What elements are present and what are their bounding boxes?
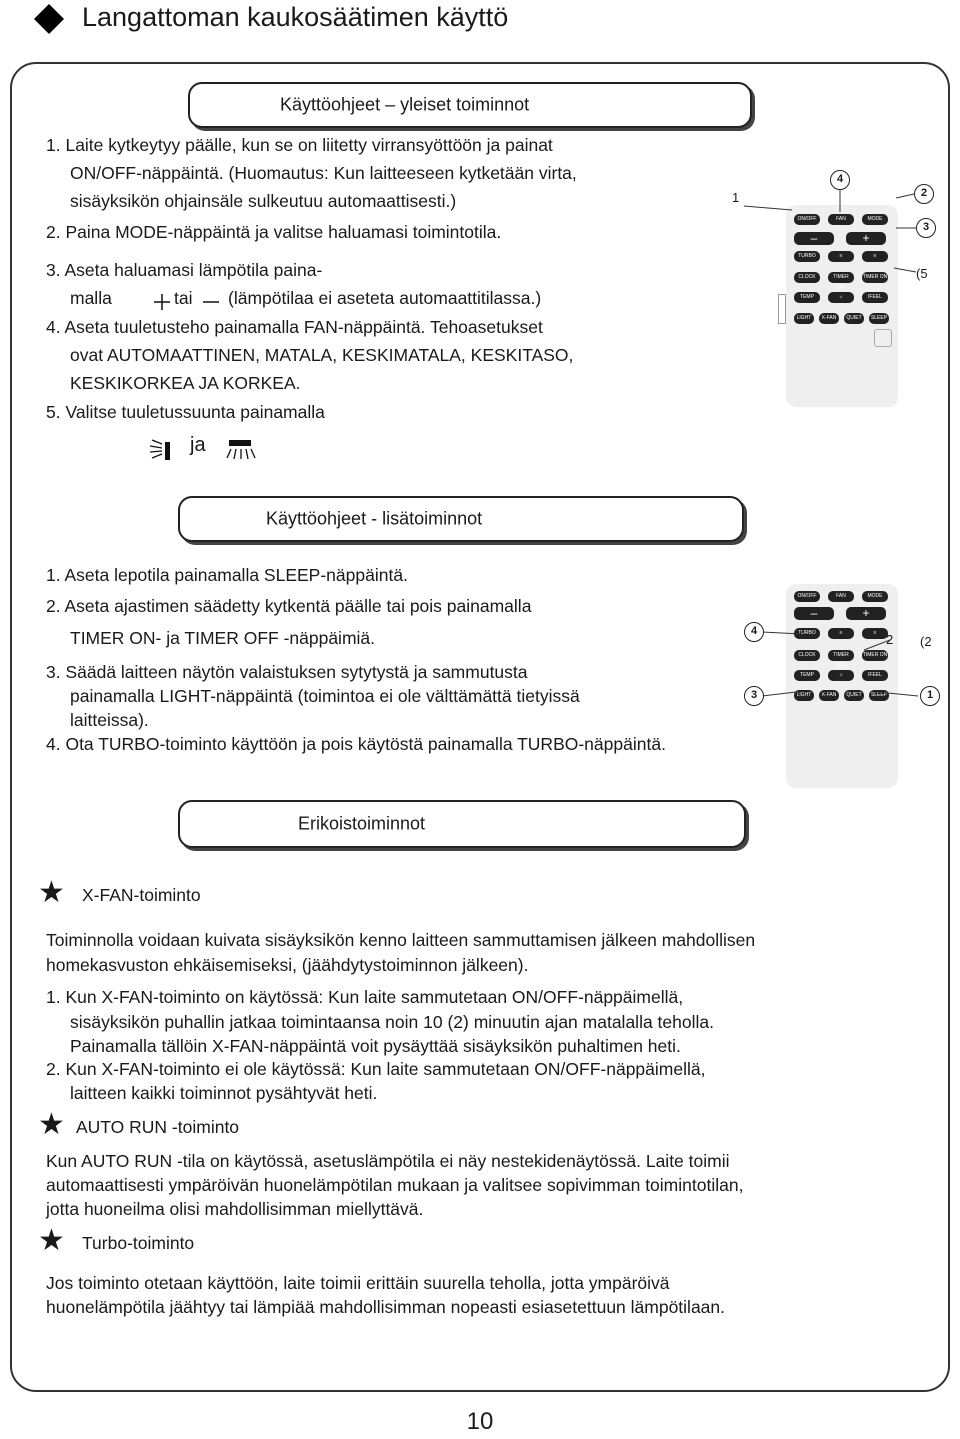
xfan-line-1: Toiminnolla voidaan kuivata sisäyksikön kenno laitteen sammuttamisen jälkeen mahdollisen — [46, 930, 756, 950]
remote2-sleep-button: SLEEP — [869, 690, 889, 701]
general-line-9: 4. Aseta tuuletusteho painamalla FAN-näppäintä. Tehoasetukset — [46, 317, 543, 337]
turbo-title: Turbo-toiminto — [82, 1233, 195, 1253]
remote1-callout-4: 4 — [830, 170, 850, 190]
remote1-minus-button: – — [794, 232, 834, 245]
remote1-fan-button: FAN — [828, 214, 854, 225]
autorun-line-1: Kun AUTO RUN -tila on käytössä, asetuslämpötila ei näy nestekidenäytössä. Laite toimii — [46, 1151, 730, 1171]
special-heading-box — [178, 800, 746, 848]
general-line-4: 2. Paina MODE-näppäintä ja valitse haluamasi toimintotila. — [46, 222, 502, 242]
general-line-3: sisäyksikön ohjainsäle sulkeutuu automaattisesti.) — [70, 191, 457, 211]
remote1-quiet-button: QUIET — [844, 313, 864, 324]
plus-icon — [152, 292, 172, 312]
remote1-xfan-button: X-FAN — [819, 313, 839, 324]
remote2-leader-lines — [740, 620, 940, 710]
autorun-title: AUTO RUN -toiminto — [76, 1117, 240, 1137]
remote2-onoff-button: ON/OFF — [794, 591, 820, 602]
vertical-swing-icon — [148, 436, 174, 464]
remote2-mode-button: MODE — [862, 591, 888, 602]
general-line-2: ON/OFF-näppäintä. (Huomautus: Kun laitteeseen kytketään virta, — [70, 163, 577, 183]
extra-line-4: 3. Säädä laitteen näytön valaistuksen sytytystä ja sammutusta — [46, 662, 528, 682]
autorun-line-3: jotta huoneilma olisi mahdollisimman miellyttävä. — [46, 1199, 424, 1219]
extra-line-2: 2. Aseta ajastimen säädetty kytkentä päälle tai pois painamalla — [46, 596, 532, 616]
remote1-light-button: LIGHT — [794, 313, 814, 324]
remote2-timer-off-button: TIMER OFF — [828, 650, 854, 661]
special-heading: Erikoistoiminnot — [298, 813, 426, 834]
remote1-callout-3: 3 — [916, 218, 936, 238]
remote1-side-clip — [778, 294, 786, 324]
extra-heading: Käyttöohjeet - lisätoiminnot — [266, 508, 483, 529]
diamond-icon — [34, 4, 64, 34]
remote2-temp-button: TEMP — [794, 670, 820, 681]
remote1-timer-on-button: TIMER ON — [862, 272, 888, 283]
extra-line-6: laitteissa). — [70, 710, 149, 730]
remote1-callout-2: 2 — [914, 184, 934, 204]
xfan-line-2: homekasvuston ehkäisemiseksi, (jäähdytystoiminnon jälkeen). — [46, 955, 529, 975]
remote2-turbo-button: TURBO — [794, 628, 820, 639]
xfan-line-5: Painamalla tällöin X-FAN-näppäintä voit pysäyttää sisäyksikön puhaltimen heti. — [70, 1036, 681, 1056]
remote2-light-button: LIGHT — [794, 690, 814, 701]
remote2-timer-on-button: TIMER ON — [862, 650, 888, 661]
remote2-xfan-button: X-FAN — [819, 690, 839, 701]
remote1-clock-button: CLOCK — [794, 272, 820, 283]
remote2-quiet-button: QUIET — [844, 690, 864, 701]
remote1-sleep-button: SLEEP — [869, 313, 889, 324]
remote1-turbo-button: TURBO — [794, 251, 820, 262]
remote1-swing-h-button: ≡ — [828, 251, 854, 262]
remote2-callout-1: 1 — [920, 686, 940, 706]
remote2-plus-button: + — [846, 607, 886, 620]
general-line-13: ja — [190, 434, 206, 456]
extra-line-7: 4. Ota TURBO-toiminto käyttöön ja pois käytöstä painamalla TURBO-näppäintä. — [46, 734, 666, 754]
general-line-5: 3. Aseta haluamasi lämpötila paina- — [46, 260, 323, 280]
remote1-callout-5: (5 — [916, 266, 928, 281]
remote1-mode-button: MODE — [862, 214, 888, 225]
remote1-onoff-button: ON/OFF — [794, 214, 820, 225]
general-heading-box — [188, 82, 752, 128]
general-line-1: 1. Laite kytkeytyy päälle, kun se on liitetty virransyöttöön ja painat — [46, 135, 553, 155]
remote1-timer-off-button: TIMER OFF — [828, 272, 854, 283]
remote1-health-button: ☼ — [828, 292, 854, 303]
remote1-temp-button: TEMP — [794, 292, 820, 303]
remote1-ifeel-button: IFEEL — [862, 292, 888, 303]
extra-line-1: 1. Aseta lepotila painamalla SLEEP-näppäintä. — [46, 565, 408, 585]
remote2-ifeel-button: IFEEL — [862, 670, 888, 681]
general-heading: Käyttöohjeet – yleiset toiminnot — [280, 94, 530, 115]
turbo-line-1: Jos toiminto otetaan käyttöön, laite toimii erittäin suurella teholla, jotta ympäröivä — [46, 1273, 670, 1293]
autorun-line-2: automaattisesti ympäröivän huonelämpötilan mukaan ja valitsee sopivimman toimintotilan, — [46, 1175, 744, 1195]
page-title: Langattoman kaukosäätimen käyttö — [82, 2, 509, 32]
remote2-callout-3: 3 — [744, 686, 764, 706]
xfan-line-7: laitteen kaikki toiminnot pysähtyvät heti. — [70, 1083, 378, 1103]
extra-heading-box — [178, 496, 744, 542]
star-icon: ★ — [38, 1108, 65, 1141]
extra-line-3: TIMER ON- ja TIMER OFF -näppäimiä. — [70, 628, 376, 648]
xfan-line-4: sisäyksikön puhallin jatkaa toimintaansa noin 10 (2) minuutin ajan matalalla teholla. — [70, 1012, 714, 1032]
remote1-callout-1: 1 — [732, 190, 740, 205]
horizontal-swing-icon — [226, 438, 256, 462]
turbo-line-2: huonelämpötila jäähtyy tai lämpiää mahdollisimman nopeasti esiasetettuun lämpötilaan. — [46, 1297, 726, 1317]
extra-line-5: painamalla LIGHT-näppäintä (toimintoa ei ole välttämättä tietyissä — [70, 686, 580, 706]
remote2-callout-2: 2 — [886, 632, 894, 647]
remote2-minus-button: – — [794, 607, 834, 620]
remote2-swing-v-button: ≡ — [862, 628, 888, 639]
remote1-plus-button: + — [846, 232, 886, 245]
page-number: 10 — [466, 1408, 494, 1435]
remote2-health-button: ☼ — [828, 670, 854, 681]
minus-icon — [202, 300, 220, 304]
xfan-line-3: 1. Kun X-FAN-toiminto on käytössä: Kun laite sammutetaan ON/OFF-näppäimellä, — [46, 987, 684, 1007]
remote2-callout-2b: (2 — [920, 634, 932, 649]
general-line-6: malla — [70, 288, 112, 308]
star-icon: ★ — [38, 876, 65, 909]
remote2-swing-h-button: ≡ — [828, 628, 854, 639]
general-line-10: ovat AUTOMAATTINEN, MATALA, KESKIMATALA, KESKITASO, — [70, 345, 574, 365]
star-icon: ★ — [38, 1224, 65, 1257]
remote1-swing-v-button: ≡ — [862, 251, 888, 262]
general-line-8: (lämpötilaa ei aseteta automaattitilassa.) — [228, 288, 542, 308]
general-line-7: tai — [174, 288, 193, 308]
remote1-leader-lines — [730, 180, 930, 290]
xfan-line-6: 2. Kun X-FAN-toiminto ei ole käytössä: Kun laite sammutetaan ON/OFF-näppäimellä, — [46, 1059, 706, 1079]
general-line-12: 5. Valitse tuuletussuunta painamalla — [46, 402, 325, 422]
xfan-title: X-FAN-toiminto — [82, 885, 201, 905]
remote2-callout-4: 4 — [744, 622, 764, 642]
remote1-cover-latch — [874, 329, 892, 347]
remote2-fan-button: FAN — [828, 591, 854, 602]
general-line-11: KESKIKORKEA JA KORKEA. — [70, 373, 301, 393]
remote2-clock-button: CLOCK — [794, 650, 820, 661]
